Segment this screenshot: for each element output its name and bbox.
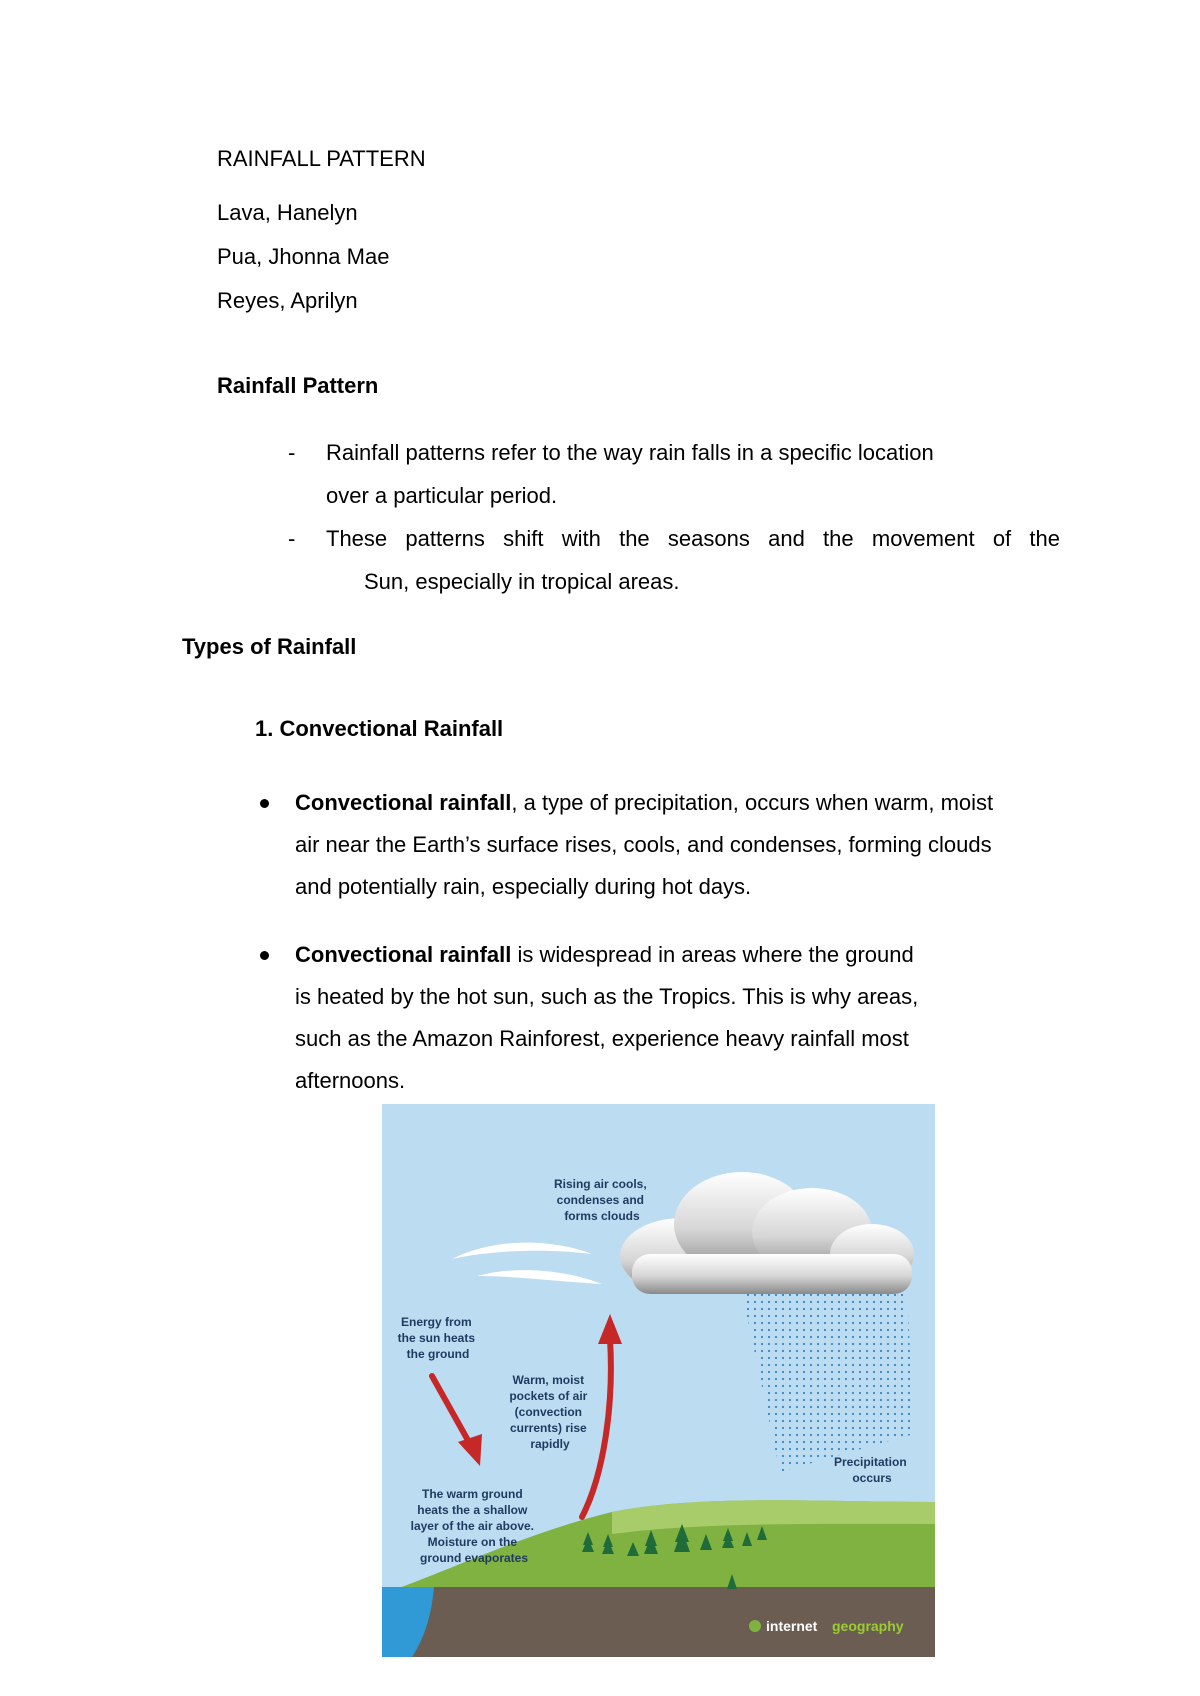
- doc-title: RAINFALL PATTERN: [217, 146, 426, 171]
- bullet-2-line-1-rest: is widespread in areas where the ground: [511, 942, 914, 967]
- dash-marker: -: [288, 440, 296, 465]
- bullet-marker: [260, 799, 269, 808]
- bullet-1-line-3: and potentially rain, especially during hot days.: [295, 874, 752, 899]
- dash-item-1-line-2: over a particular period.: [326, 483, 558, 508]
- subheading-convectional: 1. Convectional Rainfall: [255, 716, 504, 741]
- label-warm-moist: Warm, moist pockets of air (convection currents) rise rapidly: [509, 1373, 588, 1451]
- dash-marker: -: [288, 526, 296, 551]
- bullet-2-line-3: such as the Amazon Rainforest, experience heavy rainfall most: [295, 1026, 909, 1051]
- dash-item-2-line-2: Sun, especially in tropical areas.: [364, 569, 680, 594]
- author-1: Lava, Hanelyn: [217, 200, 358, 225]
- bullet-2-line-4: afternoons.: [295, 1068, 406, 1093]
- bullet-2-bold: Convectional rainfall: [295, 942, 512, 967]
- author-2: Pua, Jhonna Mae: [217, 244, 390, 269]
- label-precipitation: Precipitation occurs: [833, 1455, 907, 1485]
- diagram-svg: [382, 1104, 935, 1657]
- bullet-2-line-2: is heated by the hot sun, such as the Tropics. This is why areas,: [295, 984, 919, 1009]
- bullet-1-line-1: [295, 782, 993, 824]
- section-heading: Rainfall Pattern: [217, 373, 379, 398]
- bullet-2-line-1: [295, 934, 918, 976]
- logo-text-geography: geography: [832, 1618, 904, 1634]
- bullet-1-text: [295, 782, 993, 908]
- author-3: Reyes, Aprilyn: [217, 288, 358, 313]
- label-warm-ground: The warm ground heats the a shallow layer of the air above. Moisture on the ground evaporates: [410, 1487, 535, 1565]
- bullet-2-text: [295, 934, 918, 1102]
- bullet-1-line-1-rest: , a type of precipitation, occurs when warm, moist: [511, 790, 994, 815]
- bullet-1-line-2: air near the Earth’s surface rises, cools, and condenses, forming clouds: [295, 832, 992, 857]
- bullet-1-bold: Convectional rainfall: [295, 790, 512, 815]
- globe-icon: [749, 1620, 761, 1632]
- bullet-marker: [260, 951, 269, 960]
- dash-item-1-line-1: Rainfall patterns refer to the way rain falls in a specific location: [326, 440, 934, 465]
- types-heading: Types of Rainfall: [182, 634, 357, 659]
- logo-text-internet: internet: [766, 1618, 818, 1634]
- dash-item-2-line-1: These patterns shift with the seasons and the movement of the: [326, 526, 1060, 551]
- label-rising-air: Rising air cools, condenses and forms clouds: [553, 1177, 647, 1223]
- label-energy: Energy from the sun heats the ground: [397, 1315, 476, 1361]
- convectional-rainfall-diagram: [382, 1104, 935, 1657]
